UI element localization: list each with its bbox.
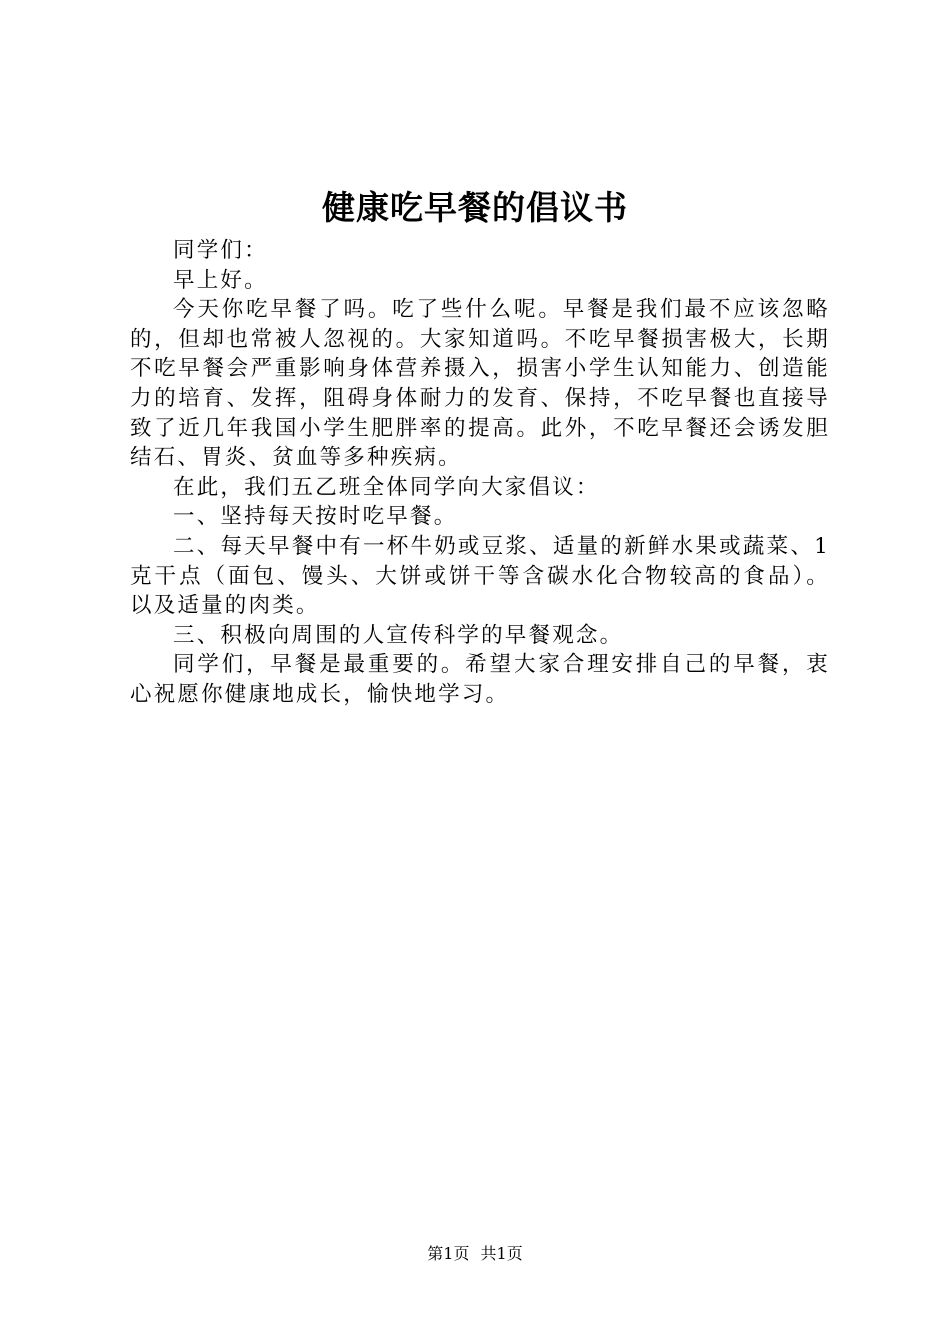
salutation: 同学们： (173, 238, 268, 263)
page-number: 第1页 (427, 1244, 470, 1263)
document-body (130, 236, 830, 710)
body-paragraph-intro: 今天你吃早餐了吗。吃了些什么呢。早餐是我们最不应该忽略的，但却也常被人忽视的。大家知道吗。不吃早餐损害极大，长期不吃早餐会严重影响身体营养摄入，损害小学生认知能力、创造能力的培育、发挥，阻碍身体耐力的发育、保持，不吃早餐也直接导致了近几年我国小学生肥胖率的提高。此外，不吃早餐还会诱发胆结石、胃炎、贫血等多种疾病。 (130, 297, 830, 471)
closing-paragraph: 同学们，早餐是最重要的。希望大家合理安排自己的早餐，衷心祝愿你健康地成长，愉快地学习。 (130, 652, 830, 707)
document-title: 健康吃早餐的倡议书 (322, 188, 628, 227)
body-paragraph-proposal: 在此，我们五乙班全体同学向大家倡议： (173, 474, 600, 500)
proposal-item-1: 一、坚持每天按时吃早餐。 (173, 504, 458, 530)
greeting: 早上好。 (173, 267, 268, 293)
page-footer (0, 1243, 950, 1265)
proposal-item-2: 二、每天早餐中有一杯牛奶或豆浆、适量的新鲜水果或蔬菜、1克干点（面包、馒头、大饼或饼干等含碳水化合物较高的食品）。以及适量的肉类。 (130, 533, 830, 619)
page-total: 共1页 (480, 1244, 523, 1263)
proposal-item-3: 三、积极向周围的人宣传科学的早餐观念。 (173, 622, 624, 648)
